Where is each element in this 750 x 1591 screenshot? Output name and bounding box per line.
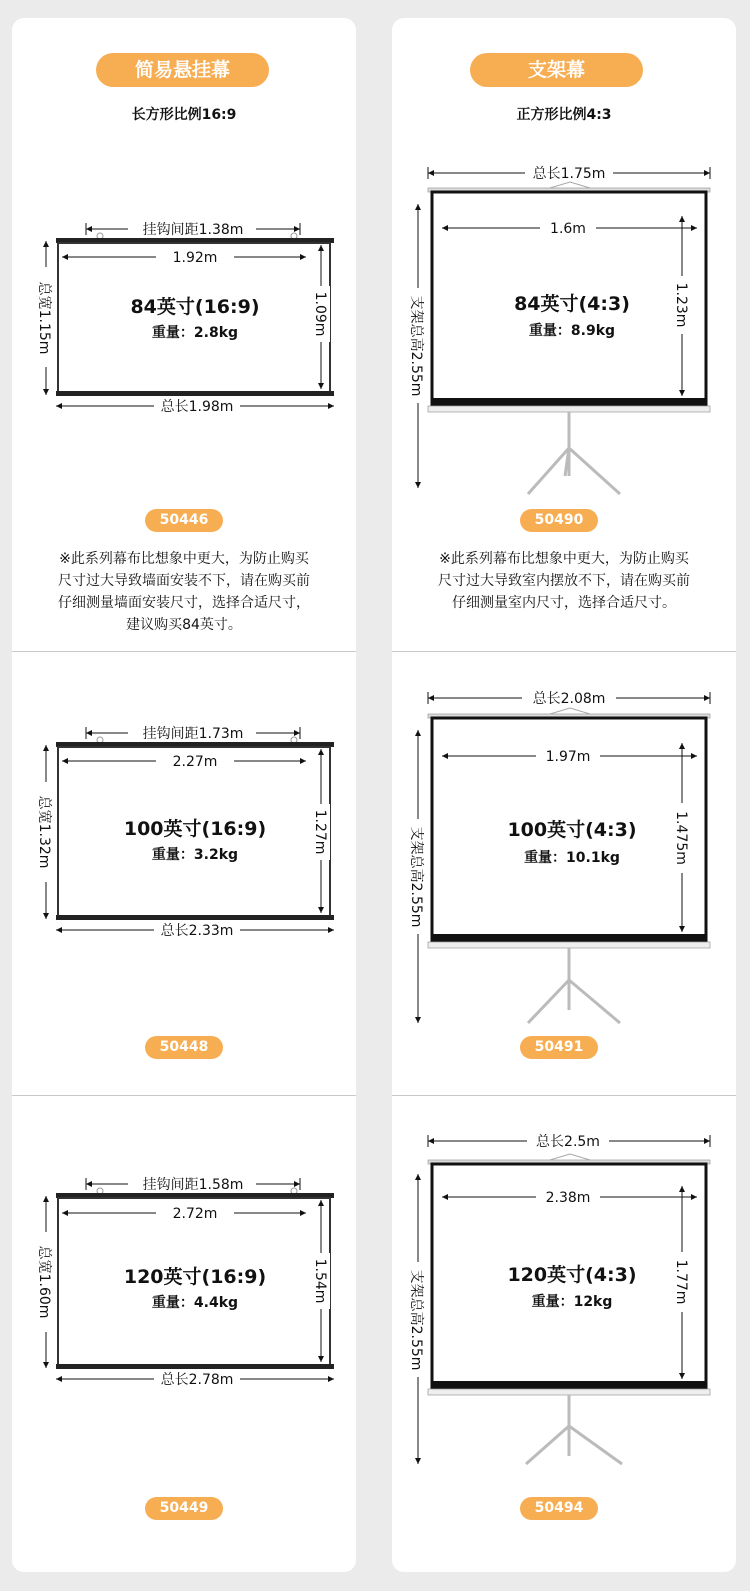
hook-distance-label: 挂钩间距1.58m <box>142 1177 244 1193</box>
inner-width-label: 1.6m <box>550 221 586 237</box>
stand-screen-diagram-84 <box>410 158 720 488</box>
screen-size-label: 120英寸(16:9) <box>123 1266 267 1288</box>
inner-height-label: 1.27m <box>312 809 328 855</box>
total-length-label: 总长2.08m <box>532 691 606 707</box>
total-length-label: 总长2.33m <box>160 923 234 939</box>
inner-width-label: 1.97m <box>545 749 591 765</box>
inner-height-label: 1.54m <box>312 1258 328 1304</box>
product-code-badge[interactable]: 50446 <box>145 509 223 532</box>
screen-size-label: 100英寸(16:9) <box>123 818 267 840</box>
total-length-label: 总长1.75m <box>532 166 606 182</box>
weight-label: 重量：3.2kg <box>151 847 239 863</box>
inner-width-label: 1.92m <box>172 250 218 266</box>
hook-distance-label: 挂钩间距1.38m <box>142 222 244 238</box>
stand-screen-column <box>392 18 736 1572</box>
hanging-screen-column <box>12 18 356 1572</box>
divider <box>392 1095 736 1096</box>
product-code-badge[interactable]: 50490 <box>520 509 598 532</box>
product-code-badge[interactable]: 50491 <box>520 1036 598 1059</box>
hook-distance-label: 挂钩间距1.73m <box>142 726 244 742</box>
hanging-screen-diagram-100 <box>36 716 338 939</box>
screen-size-label: 120英寸(4:3) <box>507 1264 637 1286</box>
inner-height-label: 1.475m <box>673 811 689 865</box>
product-code-badge[interactable]: 50448 <box>145 1036 223 1059</box>
inner-width-label: 2.38m <box>545 1190 591 1206</box>
size-warning-note: ※此系列幕布比想象中更大，为防止购买 尺寸过大导致墙面安装不下，请在购买前 仔细测量墙面安装尺寸，选择合适尺寸， 建议购买84英寸。 <box>58 551 310 633</box>
stand-height-label: 支架总高2.55m <box>408 295 424 397</box>
weight-label: 重量：8.9kg <box>528 323 616 339</box>
total-width-label: 总宽1.60m <box>36 1245 52 1319</box>
stand-screen-diagram-100 <box>410 685 720 1015</box>
screen-size-label: 84英寸(16:9) <box>130 296 260 318</box>
category-pill-hanging-screen[interactable]: 简易悬挂幕 <box>96 53 269 87</box>
total-length-label: 总长2.78m <box>160 1372 234 1388</box>
divider <box>12 651 356 652</box>
aspect-ratio-subtitle: 长方形比例16:9 <box>131 107 237 123</box>
total-width-label: 总宽1.15m <box>36 281 52 355</box>
stand-height-label: 支架总高2.55m <box>408 1269 424 1371</box>
divider <box>12 1095 356 1096</box>
product-code-badge[interactable]: 50494 <box>520 1497 598 1520</box>
hanging-screen-diagram-84 <box>38 201 338 421</box>
weight-label: 重量：4.4kg <box>151 1295 239 1311</box>
divider <box>392 651 736 652</box>
product-code-badge[interactable]: 50449 <box>145 1497 223 1520</box>
aspect-ratio-subtitle: 正方形比例4:3 <box>516 107 612 123</box>
total-length-label: 总长2.5m <box>536 1134 600 1150</box>
weight-label: 重量：12kg <box>531 1294 613 1310</box>
weight-label: 重量：10.1kg <box>524 850 620 866</box>
inner-width-label: 2.72m <box>172 1206 218 1222</box>
size-warning-note: ※此系列幕布比想象中更大，为防止购买 尺寸过大导致室内摆放不下，请在购买前 仔细测量室内尺寸，选择合适尺寸。 <box>438 551 690 611</box>
total-width-label: 总宽1.32m <box>36 795 52 869</box>
hanging-screen-diagram-120 <box>38 1169 338 1389</box>
inner-height-label: 1.77m <box>673 1259 689 1305</box>
category-pill-stand-screen[interactable]: 支架幕 <box>470 53 643 87</box>
inner-height-label: 1.23m <box>673 282 689 328</box>
screen-size-label: 100英寸(4:3) <box>507 819 637 841</box>
stand-screen-diagram-120 <box>410 1126 720 1466</box>
weight-label: 重量：2.8kg <box>151 325 239 341</box>
screen-size-label: 84英寸(4:3) <box>514 293 630 315</box>
stand-height-label: 支架总高2.55m <box>408 826 424 928</box>
inner-width-label: 2.27m <box>172 754 218 770</box>
total-length-label: 总长1.98m <box>160 399 234 415</box>
inner-height-label: 1.09m <box>312 291 328 337</box>
